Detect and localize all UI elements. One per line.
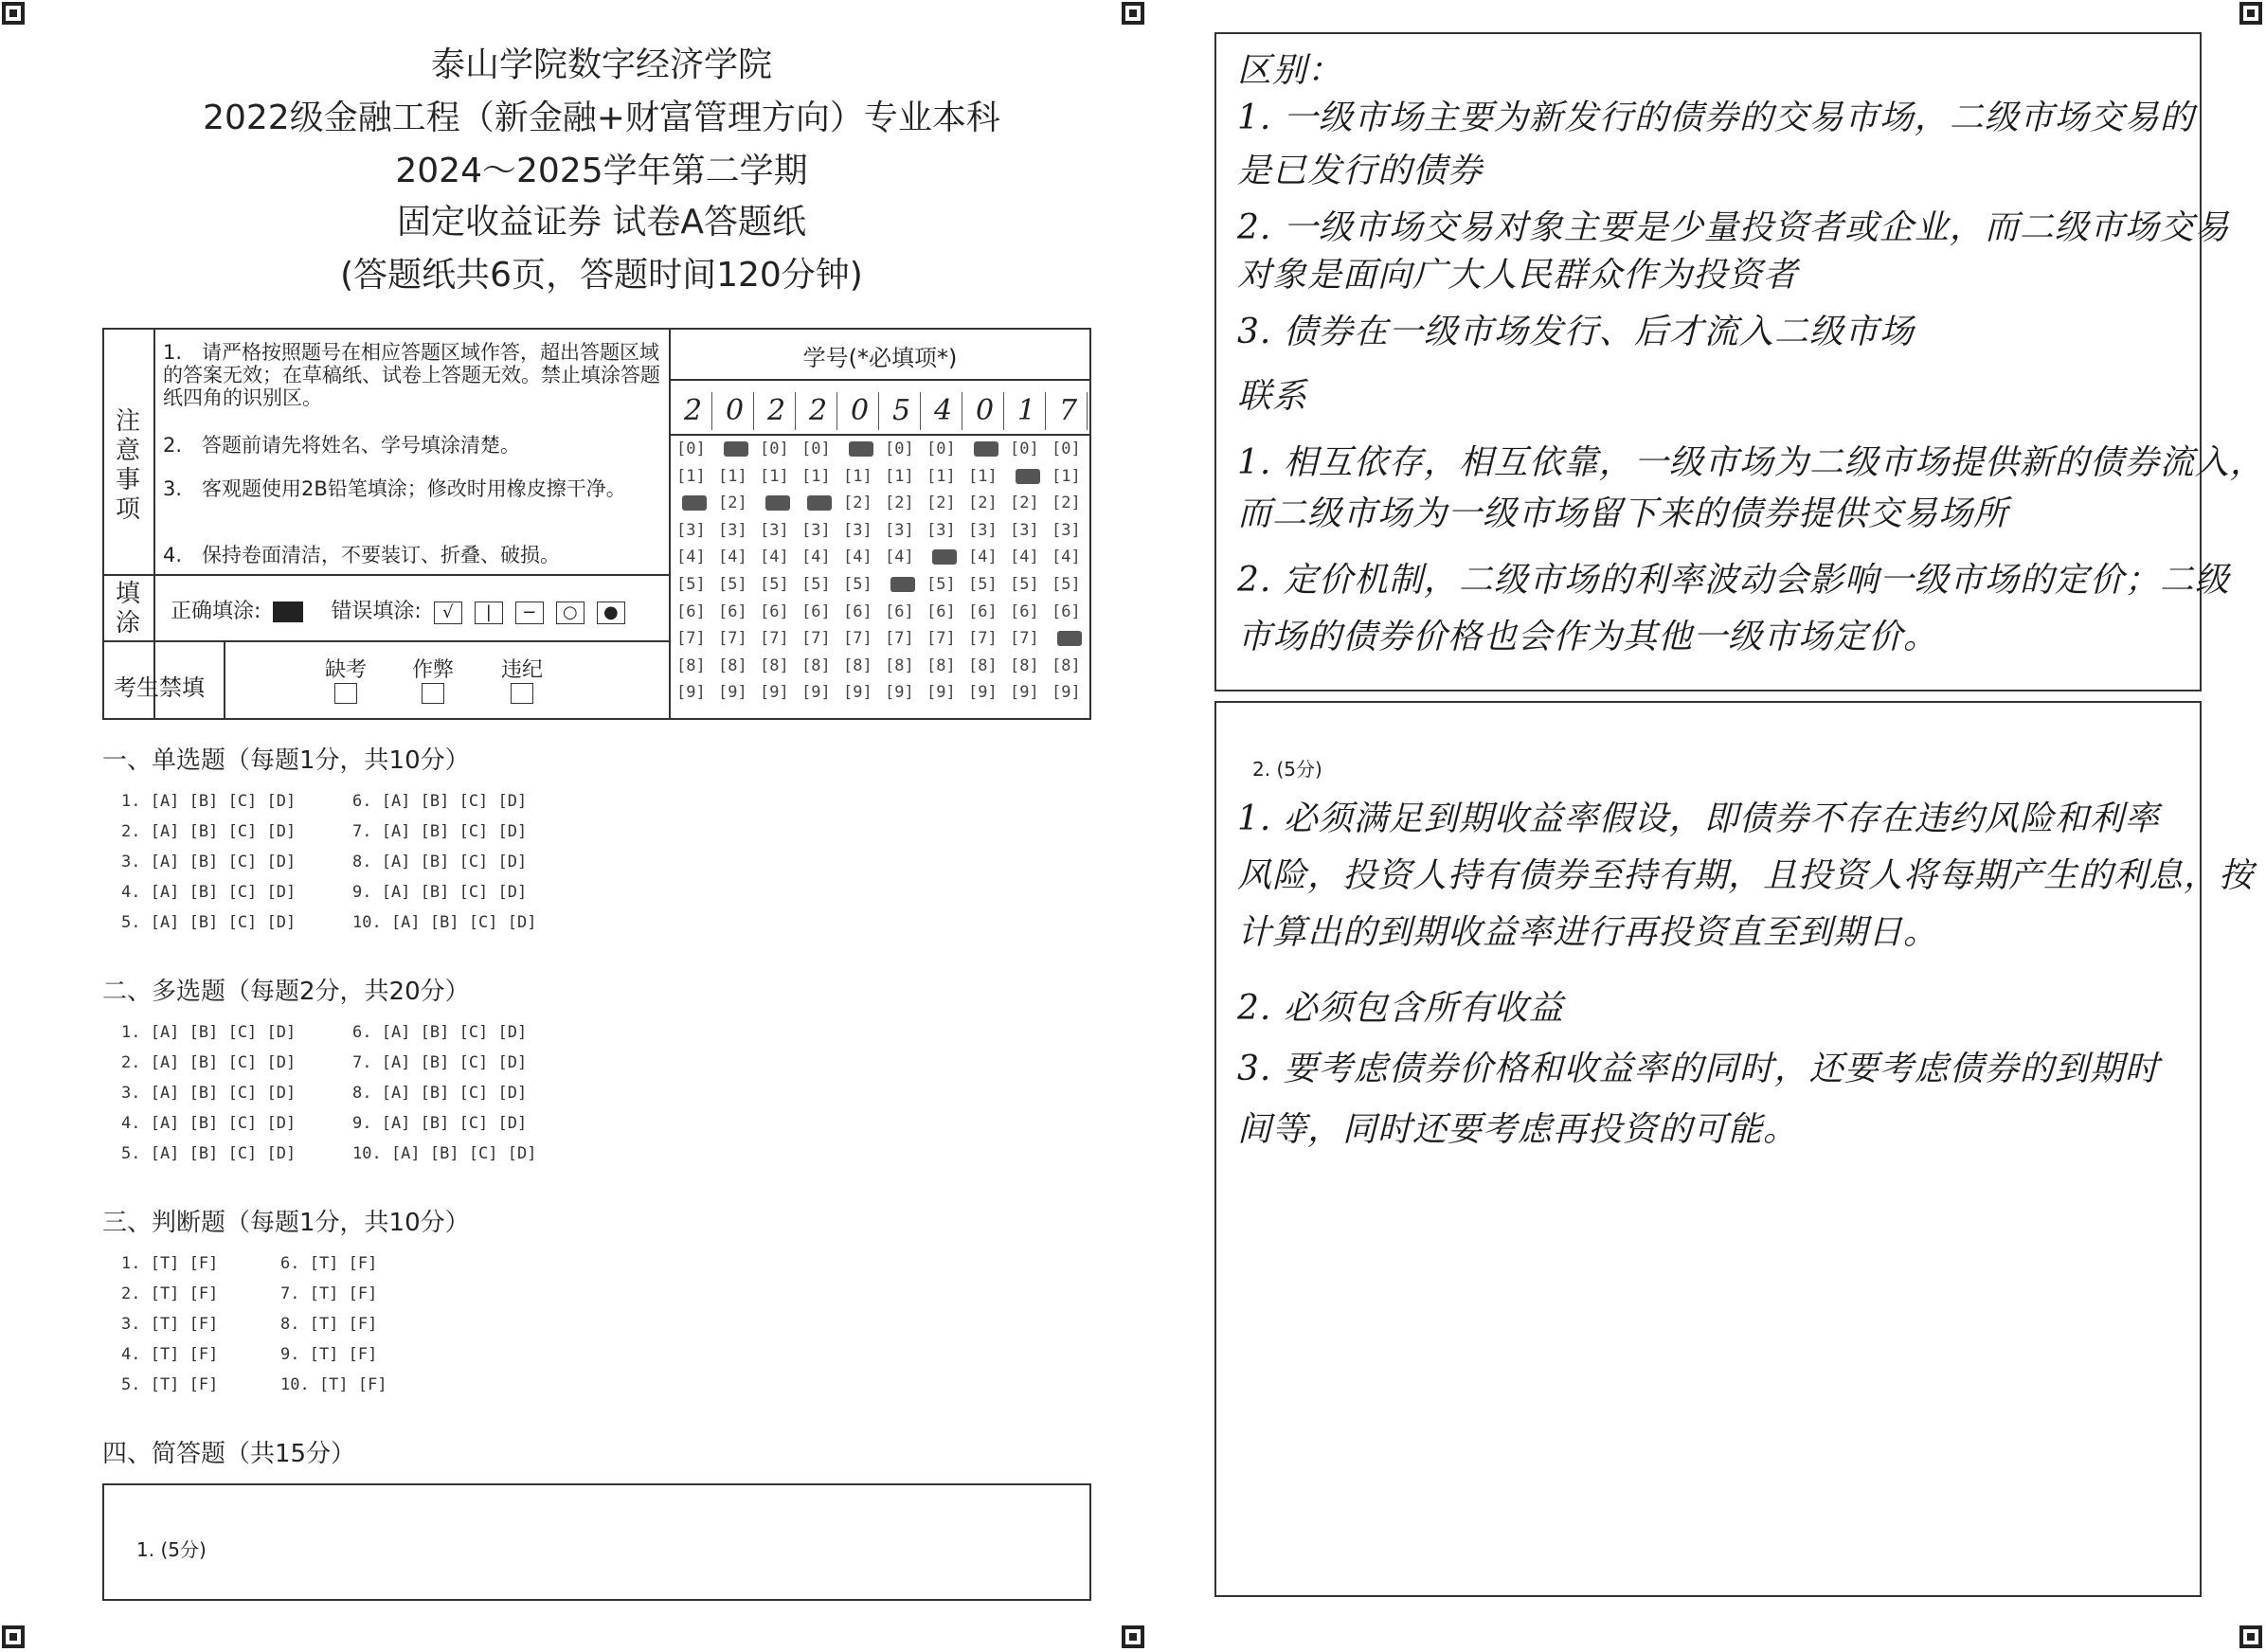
multi-choice-row[interactable]: 8. [A] [B] [C] [D] (352, 1084, 528, 1103)
q1-answer-line: 区别： (1237, 51, 1343, 90)
student-id-bubble[interactable]: [1] (760, 466, 789, 486)
q2-answer-line: 间等，同时还要考虑再投资的可能。 (1237, 1110, 1799, 1149)
q1-answer-line: 2. 一级市场交易对象主要是少量投资者或企业，而二级市场交易 (1237, 208, 2230, 247)
student-id-bubble[interactable]: [8] (1010, 655, 1039, 675)
notice-item-1: 1. 请严格按照题号在相应答题区域作答，超出答题区域的答案无效；在草稿纸、试卷上答题无效。禁止填涂答题纸四角的识别区。 (163, 341, 660, 409)
judge-row[interactable]: 3. [T] [F] (121, 1315, 219, 1334)
student-id-bubble[interactable]: [1] (926, 466, 956, 486)
student-id-bubble[interactable]: [5] (926, 575, 956, 594)
student-id-bubble[interactable] (801, 494, 839, 512)
wrong-mark-check: √ (434, 602, 462, 624)
student-id-bubble[interactable]: [6] (885, 602, 914, 621)
student-id-bubble[interactable] (843, 440, 881, 458)
multi-choice-row[interactable]: 9. [A] [B] [C] [D] (352, 1114, 528, 1133)
multi-choice-row[interactable]: 4. [A] [B] [C] [D] (121, 1114, 297, 1133)
student-id-bubble[interactable]: [9] (885, 683, 914, 703)
forbid-cheat[interactable] (409, 654, 457, 709)
multi-choice-row[interactable]: 7. [A] [B] [C] [D] (352, 1053, 528, 1072)
student-id-bubble[interactable]: [6] (760, 602, 789, 621)
student-id-bubble[interactable] (676, 494, 714, 512)
correct-fill-mark (273, 602, 303, 622)
student-id-bubble[interactable]: [9] (1010, 683, 1039, 703)
student-id-bubble[interactable]: [7] (926, 629, 956, 649)
student-id-bubble[interactable]: [5] (801, 575, 831, 594)
student-id-digit[interactable]: 2 (758, 392, 796, 430)
student-id-bubble[interactable]: [4] (718, 548, 747, 567)
student-id-bubble[interactable]: [8] (843, 655, 872, 675)
student-id-bubble[interactable]: [7] (843, 629, 872, 649)
program-title: 2022级金融工程（新金融+财富管理方向）专业本科 (203, 99, 1000, 137)
q2-answer-line: 2. 必须包含所有收益 (1237, 989, 1564, 1028)
student-id-bubble[interactable]: [1] (885, 466, 914, 486)
student-id-bubble[interactable]: [1] (718, 466, 747, 486)
student-id-bubble[interactable]: [7] (718, 629, 747, 649)
student-id-bubble[interactable]: [4] (843, 548, 872, 567)
wrong-mark-dot: ● (597, 602, 625, 624)
wrong-mark-circle: ○ (556, 602, 584, 624)
student-id-bubble[interactable]: [8] (718, 655, 747, 675)
student-id-bubble[interactable]: [0] (926, 440, 956, 458)
judge-row[interactable]: 6. [T] [F] (280, 1254, 378, 1273)
student-id-bubble[interactable] (926, 548, 964, 566)
student-id-bubble[interactable]: [2] (926, 494, 956, 513)
student-id-bubble[interactable]: [6] (801, 602, 831, 621)
judge-row[interactable]: 1. [T] [F] (121, 1254, 219, 1273)
student-id-digit[interactable]: 0 (966, 392, 1004, 430)
student-id-digit[interactable]: 1 (1008, 392, 1046, 430)
student-id-bubble[interactable]: [4] (885, 548, 914, 567)
multi-choice-row[interactable]: 1. [A] [B] [C] [D] (121, 1023, 297, 1042)
forbid-violation[interactable] (498, 654, 546, 709)
q1-answer-line: 市场的债券价格也会作为其他一级市场定价。 (1237, 618, 1939, 656)
notice-item-4: 4. 保持卷面清洁，不要装订、折叠、破损。 (163, 544, 561, 566)
single-choice-row[interactable]: 1. [A] [B] [C] [D] (121, 792, 297, 811)
student-id-bubble[interactable]: [5] (1010, 575, 1039, 594)
q1-answer-line: 而二级市场为一级市场留下来的债券提供交易场所 (1237, 494, 2009, 533)
single-choice-row[interactable]: 7. [A] [B] [C] [D] (352, 822, 528, 841)
student-id-bubble[interactable]: [0] (801, 440, 831, 458)
single-choice-row[interactable]: 3. [A] [B] [C] [D] (121, 853, 297, 871)
student-id-bubble[interactable]: [6] (1052, 602, 1081, 621)
violation-checkbox[interactable] (511, 683, 533, 704)
student-id-bubble[interactable]: [4] (1010, 548, 1039, 567)
school-title: 泰山学院数字经济学院 (430, 45, 772, 84)
student-id-bubble[interactable]: [3] (676, 520, 706, 540)
student-id-bubble[interactable]: [8] (801, 655, 831, 675)
student-id-bubble[interactable]: [4] (1052, 548, 1081, 567)
student-id-bubble[interactable]: [1] (1052, 466, 1081, 486)
judge-row[interactable]: 7. [T] [F] (280, 1284, 378, 1303)
student-id-bubble[interactable]: [4] (801, 548, 831, 567)
q1-answer-box-left (102, 1483, 1091, 1601)
single-choice-row[interactable]: 2. [A] [B] [C] [D] (121, 822, 297, 841)
registration-mark-top-right (2239, 2, 2262, 25)
absent-checkbox[interactable] (334, 683, 357, 704)
short-answer-title: 四、简答题（共15分） (102, 1440, 356, 1468)
student-id-bubble[interactable]: [4] (676, 548, 706, 567)
registration-mark-bottom-right (2239, 1625, 2262, 1648)
student-id-bubble[interactable]: [0] (1010, 440, 1039, 458)
q1-answer-line: 对象是面向广大人民群众作为投资者 (1237, 256, 1799, 295)
multi-choice-row[interactable]: 6. [A] [B] [C] [D] (352, 1023, 528, 1042)
student-id-bubble[interactable]: [8] (926, 655, 956, 675)
judge-row[interactable]: 4. [T] [F] (121, 1345, 219, 1364)
student-id-bubble[interactable]: [3] (885, 520, 914, 540)
student-id-bubble[interactable] (885, 575, 923, 594)
wrong-fill-label: 错误填涂: (331, 600, 422, 623)
student-id-bubble[interactable]: [9] (718, 683, 747, 703)
notice-item-3: 3. 客观题使用2B铅笔填涂；修改时用橡皮擦干净。 (163, 477, 626, 500)
student-id-bubble[interactable]: [5] (718, 575, 747, 594)
notice-label: 注意事项 (116, 407, 141, 524)
student-id-bubble[interactable]: [6] (968, 602, 998, 621)
wrong-mark-dash: − (515, 602, 544, 624)
student-id-bubble[interactable]: [3] (926, 520, 956, 540)
single-choice-row[interactable]: 8. [A] [B] [C] [D] (352, 853, 528, 871)
q2-answer-line: 计算出的到期收益率进行再投资直至到期日。 (1237, 913, 1939, 952)
notice-item-2: 2. 答题前请先将姓名、学号填涂清楚。 (163, 434, 521, 457)
student-id-bubble[interactable]: [7] (885, 629, 914, 649)
student-id-bubble[interactable]: [5] (676, 575, 706, 594)
student-id-bubble[interactable]: [7] (968, 629, 998, 649)
student-id-bubble[interactable]: [8] (676, 655, 706, 675)
q1-answer-line: 3. 债券在一级市场发行、后才流入二级市场 (1237, 313, 1915, 351)
registration-mark-top-left (2, 2, 25, 25)
student-id-bubble[interactable]: [2] (1010, 494, 1039, 513)
single-choice-row[interactable]: 10. [A] [B] [C] [D] (352, 913, 537, 932)
judge-row[interactable]: 2. [T] [F] (121, 1284, 219, 1303)
student-id-digit[interactable]: 0 (841, 392, 879, 430)
student-id-bubble[interactable]: [9] (676, 683, 706, 703)
multi-choice-row[interactable]: 5. [A] [B] [C] [D] (121, 1144, 297, 1163)
student-id-bubble[interactable]: [3] (1052, 520, 1081, 540)
single-choice-row[interactable]: 9. [A] [B] [C] [D] (352, 883, 528, 902)
student-id-bubble[interactable]: [7] (1010, 629, 1039, 649)
multi-choice-row[interactable]: 3. [A] [B] [C] [D] (121, 1084, 297, 1103)
student-id-bubble[interactable]: [3] (843, 520, 872, 540)
judge-row[interactable]: 5. [T] [F] (121, 1375, 219, 1394)
student-id-bubble[interactable]: [0] (1052, 440, 1081, 458)
student-id-bubble[interactable]: [6] (1010, 602, 1039, 621)
single-choice-row[interactable]: 6. [A] [B] [C] [D] (352, 792, 528, 811)
multi-choice-row[interactable]: 2. [A] [B] [C] [D] (121, 1053, 297, 1072)
student-id-bubble[interactable]: [7] (801, 629, 831, 649)
term-title: 2024～2025学年第二学期 (395, 152, 808, 190)
judge-title: 三、判断题（每题1分，共10分） (102, 1209, 470, 1237)
forbid-label: 考生禁填 (114, 674, 205, 701)
student-id-bubble[interactable]: [5] (843, 575, 872, 594)
student-id-bubble[interactable]: [6] (718, 602, 747, 621)
fill-label: 填涂 (116, 580, 141, 637)
student-id-bubble[interactable]: [8] (1052, 655, 1081, 675)
student-id-bubble[interactable]: [8] (760, 655, 789, 675)
judge-row[interactable]: 8. [T] [F] (280, 1315, 378, 1334)
forbid-absent-label: 缺考 (324, 658, 367, 682)
student-id-bubble[interactable] (1052, 629, 1089, 648)
forbid-cheat-label: 作弊 (411, 658, 454, 682)
q1-answer-line: 1. 相互依存，相互依靠，一级市场为二级市场提供新的债券流入， (1237, 443, 2265, 482)
student-id-bubble[interactable]: [2] (843, 494, 872, 513)
student-id-bubble[interactable]: [9] (1052, 683, 1081, 703)
student-id-bubble[interactable]: [1] (801, 466, 831, 486)
single-choice-row[interactable]: 5. [A] [B] [C] [D] (121, 913, 297, 932)
student-id-bubble[interactable]: [4] (968, 548, 998, 567)
student-id-digit[interactable]: 2 (674, 392, 712, 430)
student-id-bubble[interactable]: [5] (1052, 575, 1081, 594)
student-id-bubble[interactable]: [6] (926, 602, 956, 621)
forbid-violation-label: 违纪 (500, 658, 543, 682)
registration-mark-bottom-left (2, 1625, 25, 1648)
student-id-digit[interactable]: 0 (716, 392, 754, 430)
single-choice-row[interactable]: 4. [A] [B] [C] [D] (121, 883, 297, 902)
student-id-bubble[interactable]: [5] (968, 575, 998, 594)
fill-example (171, 595, 631, 624)
student-id-digit[interactable]: 5 (883, 392, 921, 430)
q1-answer-line: 是已发行的债券 (1237, 152, 1484, 190)
student-id-bubble[interactable]: [2] (1052, 494, 1081, 513)
student-id-bubble[interactable]: [2] (718, 494, 747, 513)
q2-label: 2. (5分) (1252, 758, 1322, 781)
exam-note: (答题纸共6页，答题时间120分钟) (340, 256, 863, 295)
student-id-bubble[interactable]: [9] (801, 683, 831, 703)
q2-answer-line: 1. 必须满足到期收益率假设，即债券不存在违约风险和利率 (1237, 799, 2160, 838)
student-id-label: 学号(*必填项*) (802, 345, 958, 371)
forbid-absent[interactable] (322, 654, 369, 709)
student-id-bubble[interactable]: [9] (760, 683, 789, 703)
correct-fill-label: 正确填涂: (171, 600, 261, 623)
q2-answer-line: 风险，投资人持有债券至持有期，且投资人将每期产生的利息，按 (1237, 856, 2255, 895)
student-id-bubble[interactable]: [7] (676, 629, 706, 649)
student-id-bubble[interactable]: [6] (676, 602, 706, 621)
student-id-bubble[interactable]: [8] (968, 655, 998, 675)
wrong-mark-bar: | (475, 602, 503, 624)
exam-title: 固定收益证券 试卷A答题纸 (396, 203, 807, 242)
student-id-bubble[interactable] (968, 440, 1006, 458)
student-id-bubble[interactable]: [1] (843, 466, 872, 486)
student-id-bubble[interactable] (760, 494, 798, 512)
student-id-bubble[interactable]: [1] (968, 466, 998, 486)
student-id-bubble[interactable]: [7] (760, 629, 789, 649)
student-id-bubble[interactable]: [2] (885, 494, 914, 513)
q1-answer-line: 联系 (1237, 377, 1308, 416)
student-id-bubble[interactable] (718, 440, 756, 458)
student-id-bubble[interactable]: [3] (718, 520, 747, 540)
student-id-bubble[interactable]: [3] (1010, 520, 1039, 540)
student-id-bubble[interactable]: [9] (968, 683, 998, 703)
student-id-bubble[interactable]: [8] (885, 655, 914, 675)
student-id-bubble[interactable]: [9] (926, 683, 956, 703)
q1-answer-line: 1. 一级市场主要为新发行的债券的交易市场，二级市场交易的 (1237, 99, 2195, 137)
registration-mark-top-center (1122, 2, 1144, 25)
student-id-bubble[interactable]: [0] (676, 440, 706, 458)
judge-row[interactable]: 10. [T] [F] (280, 1375, 387, 1394)
student-id-bubble[interactable]: [0] (760, 440, 789, 458)
q2-answer-line: 3. 要考虑债券价格和收益率的同时，还要考虑债券的到期时 (1237, 1050, 2160, 1088)
student-id-bubble[interactable]: [6] (843, 602, 872, 621)
q1-label: 1. (5分) (136, 1538, 207, 1561)
registration-mark-bottom-center (1122, 1625, 1144, 1648)
multi-choice-title: 二、多选题（每题2分，共20分） (102, 978, 470, 1006)
multi-choice-row[interactable]: 10. [A] [B] [C] [D] (352, 1144, 537, 1163)
q1-answer-line: 2. 定价机制，二级市场的利率波动会影响一级市场的定价；二级 (1237, 561, 2230, 600)
student-id-digit[interactable]: 4 (925, 392, 962, 430)
judge-row[interactable]: 9. [T] [F] (280, 1345, 378, 1364)
student-id-bubble[interactable]: [3] (801, 520, 831, 540)
student-id-bubble[interactable]: [9] (843, 683, 872, 703)
cheat-checkbox[interactable] (422, 683, 444, 704)
student-id-digit[interactable]: 2 (800, 392, 837, 430)
student-id-bubble[interactable] (1010, 467, 1048, 486)
student-id-bubble[interactable]: [1] (676, 466, 706, 486)
student-id-digit[interactable]: 7 (1050, 392, 1088, 430)
single-choice-title: 一、单选题（每题1分，共10分） (102, 746, 470, 775)
student-id-bubble[interactable]: [3] (760, 520, 789, 540)
student-id-bubble[interactable]: [0] (885, 440, 914, 458)
student-id-bubble[interactable]: [3] (968, 520, 998, 540)
student-id-bubble[interactable]: [2] (968, 494, 998, 513)
student-id-bubble[interactable]: [5] (760, 575, 789, 594)
student-id-bubble[interactable]: [4] (760, 548, 789, 567)
